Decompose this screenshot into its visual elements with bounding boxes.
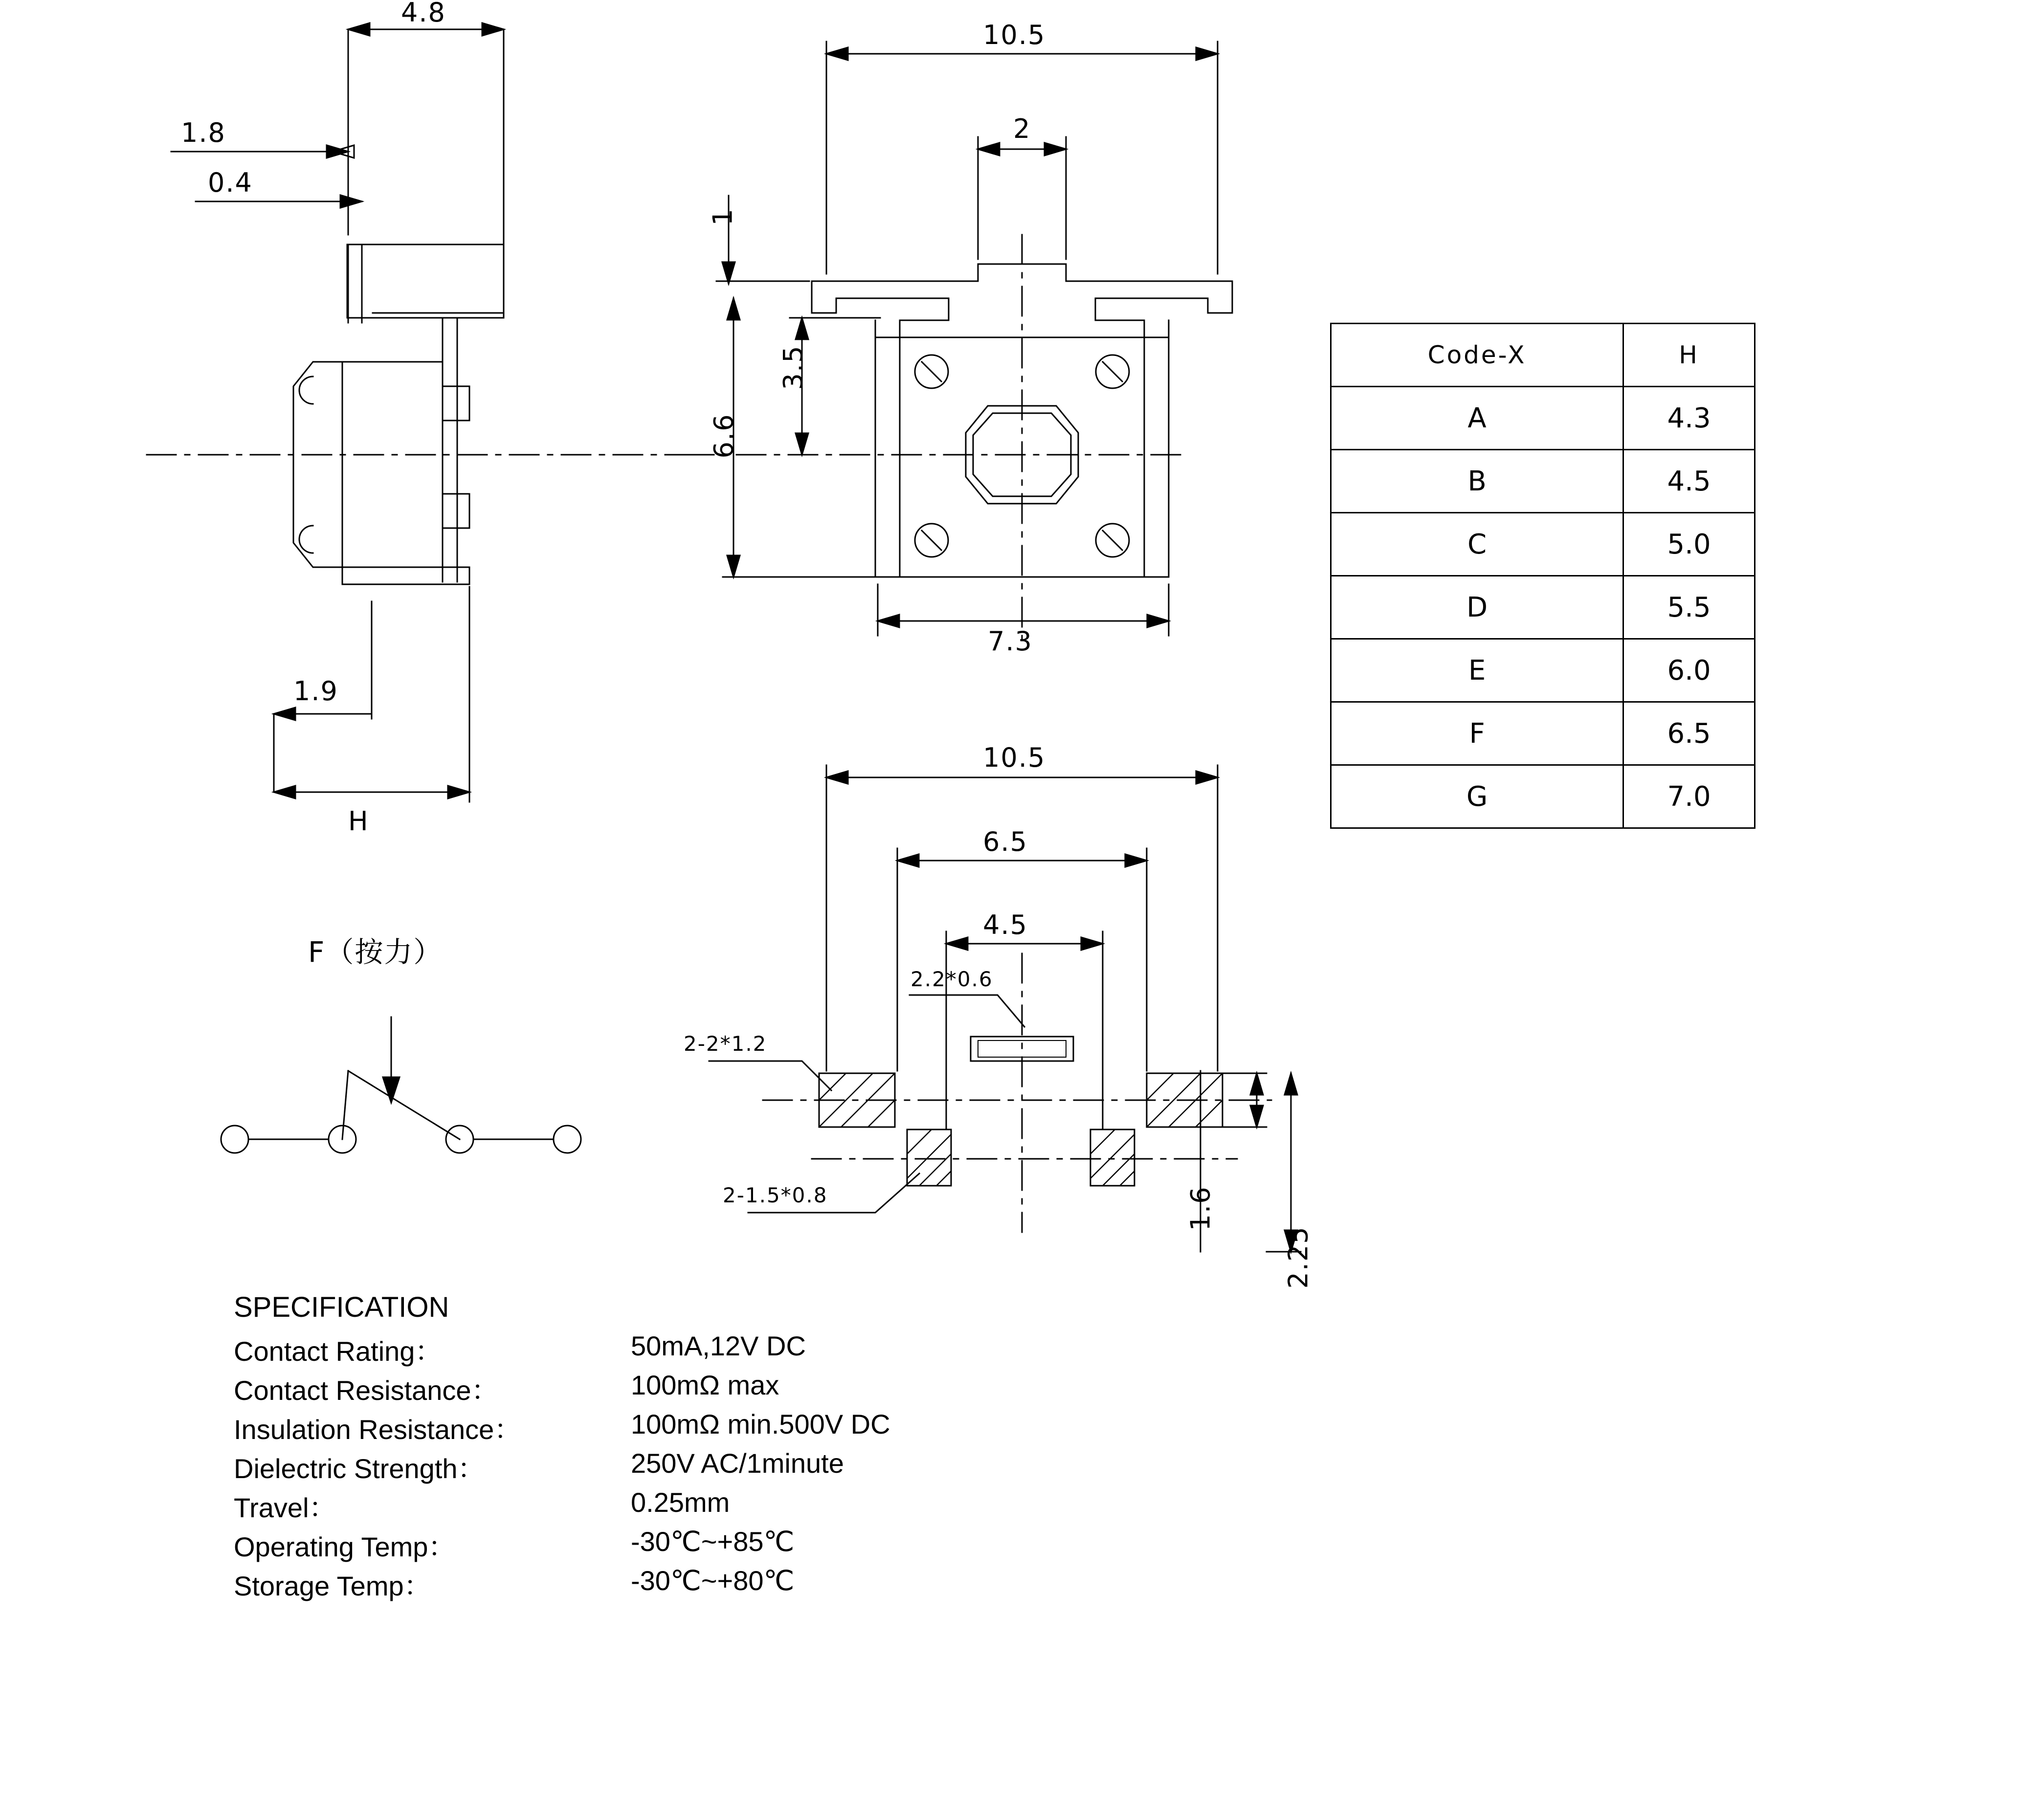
dim-fp-outer-pads: 2-2*1.2 <box>684 1032 767 1056</box>
cell-h: 7.0 <box>1623 765 1755 828</box>
dim-side-4-8: 4.8 <box>401 0 446 28</box>
cell-code: F <box>1331 702 1623 765</box>
dim-side-h: H <box>348 806 369 837</box>
specification-title: SPECIFICATION <box>234 1291 449 1323</box>
spec-value-insulation-resistance: 100mΩ min.500V DC <box>631 1409 890 1439</box>
spec-label-insulation-resistance: Insulation Resistance： <box>234 1414 522 1445</box>
dim-side-1-9: 1.9 <box>293 676 338 707</box>
cell-code: D <box>1331 576 1623 639</box>
dim-fp-inner-pads: 2-1.5*0.8 <box>723 1183 828 1207</box>
table-row <box>1331 702 1755 765</box>
table-row <box>1331 387 1755 450</box>
cell-code: G <box>1331 765 1623 828</box>
dim-top-7-3: 7.3 <box>988 626 1033 657</box>
cell-h: 5.5 <box>1623 576 1755 639</box>
cell-h: 4.5 <box>1623 450 1755 513</box>
dim-fp-2-25: 2.25 <box>1283 1226 1314 1289</box>
spec-value-travel: 0.25mm <box>631 1487 730 1518</box>
cell-code: E <box>1331 639 1623 702</box>
spec-label-operating-temp: Operating Temp： <box>234 1531 456 1562</box>
spec-label-dielectric-strength: Dielectric Strength： <box>234 1453 485 1484</box>
side-view-geometry <box>147 244 685 584</box>
spec-label-contact-resistance: Contact Resistance： <box>234 1375 499 1406</box>
dim-side-1-8: 1.8 <box>181 117 226 148</box>
cell-h: 6.5 <box>1623 702 1755 765</box>
dim-top-6-6: 6.6 <box>708 413 739 459</box>
header-code-x: Code-X <box>1331 324 1623 387</box>
table-header-row <box>1331 324 1755 387</box>
dim-top-3-5: 3.5 <box>778 345 809 390</box>
spec-value-contact-resistance: 100mΩ max <box>631 1370 779 1400</box>
cell-code: C <box>1331 513 1623 576</box>
spec-value-dielectric-strength: 250V AC/1minute <box>631 1448 844 1479</box>
spec-value-storage-temp: -30℃~+80℃ <box>631 1565 795 1596</box>
spec-value-operating-temp: -30℃~+85℃ <box>631 1526 795 1557</box>
table-row <box>1331 765 1755 828</box>
dim-side-0-4: 0.4 <box>208 167 253 198</box>
schematic-symbol <box>221 1017 581 1153</box>
spec-label-storage-temp: Storage Temp： <box>234 1571 431 1601</box>
top-view-geometry <box>685 235 1232 645</box>
dim-fp-4-5: 4.5 <box>983 909 1028 940</box>
spec-label-contact-rating: Contact Rating： <box>234 1336 443 1367</box>
table-row <box>1331 513 1755 576</box>
cell-h: 6.0 <box>1623 639 1755 702</box>
dim-top-10-5: 10.5 <box>983 20 1046 50</box>
cell-code: A <box>1331 387 1623 450</box>
dim-fp-center-pad: 2.2*0.6 <box>911 967 993 991</box>
table-row <box>1331 639 1755 702</box>
pad-hatching <box>819 1073 1222 1186</box>
cell-h: 5.0 <box>1623 513 1755 576</box>
code-x-table <box>1330 323 1755 829</box>
dim-top-1: 1 <box>707 208 738 226</box>
dim-fp-6-5: 6.5 <box>983 826 1028 857</box>
header-h: H <box>1623 324 1755 387</box>
dim-fp-1-6: 1.6 <box>1185 1186 1216 1231</box>
cell-code: B <box>1331 450 1623 513</box>
dim-fp-10-5: 10.5 <box>983 742 1046 773</box>
schematic-force-label: F（按力） <box>308 935 443 969</box>
cell-h: 4.3 <box>1623 387 1755 450</box>
spec-value-contact-rating: 50mA,12V DC <box>631 1330 806 1361</box>
dim-top-2: 2 <box>1013 113 1031 144</box>
table-row <box>1331 450 1755 513</box>
spec-label-travel: Travel： <box>234 1492 336 1523</box>
table-row <box>1331 576 1755 639</box>
